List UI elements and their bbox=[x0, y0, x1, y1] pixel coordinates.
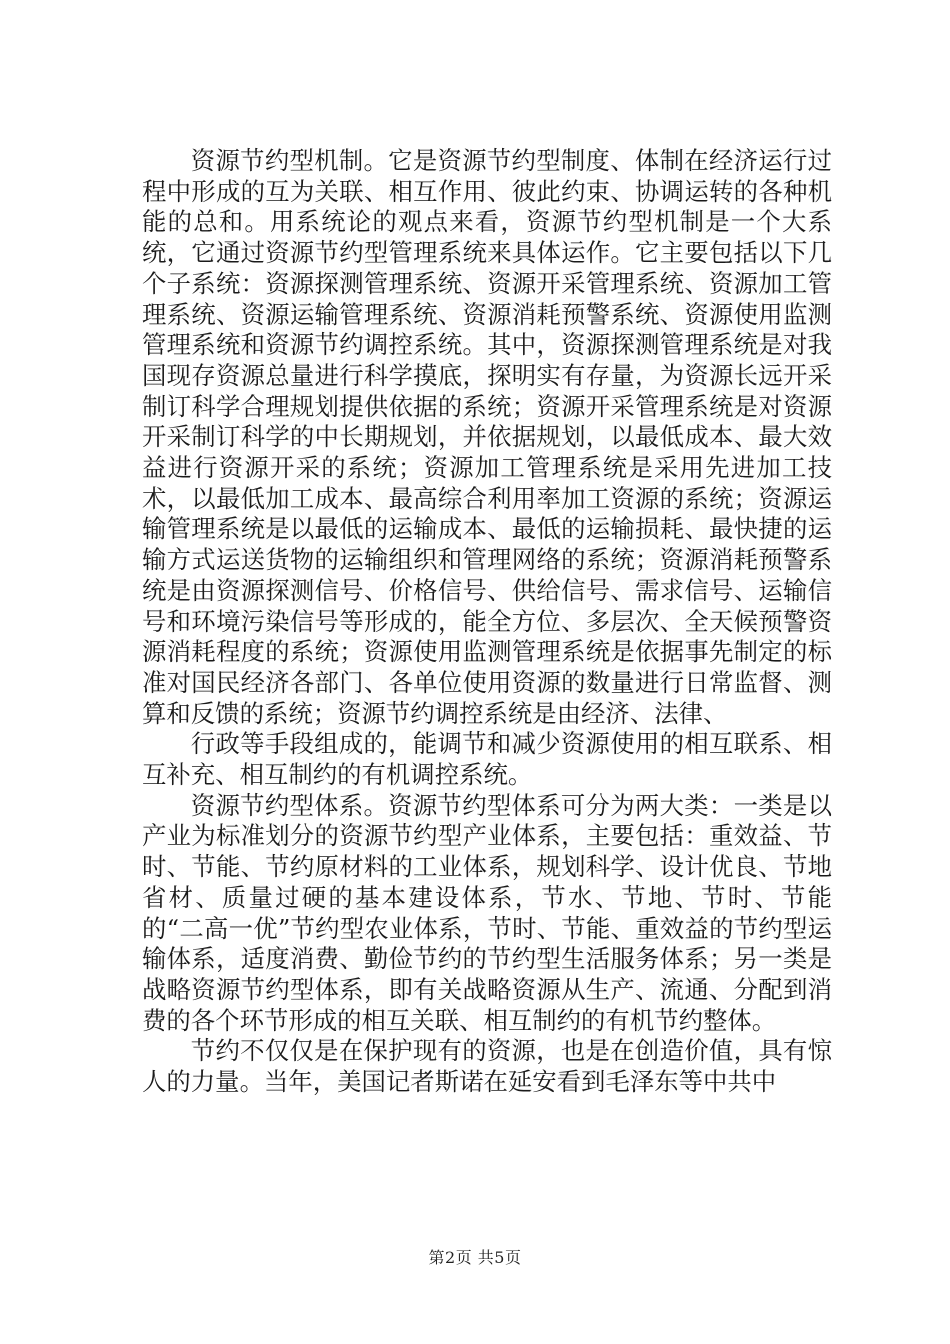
paragraph-resource-system: 资源节约型体系。资源节约型体系可分为两大类：一类是以产业为标准划分的资源节约型产业体系，主要包括：重效益、节时、节能、节约原材料的工业体系，规划科学、设计优良、节地省材、质量过硬的基本建设体系，节水、节地、节时、节能的“二高一优”节约型农业体系，节时、节能、重效益的节约型运输体系，适度消费、勤俭节约的节约型生活服务体系；另一类是战略资源节约型体系，即有关战略资源从生产、流通、分配到消费的各个环节形成的相互关联、相互制约的有机节约整体。 bbox=[142, 790, 832, 1035]
paragraph-resource-mechanism: 资源节约型机制。它是资源节约型制度、体制在经济运行过程中形成的互为关联、相互作用、彼此约束、协调运转的各种机能的总和。用系统论的观点来看，资源节约型机制是一个大系统，它通过资源节约型管理系统来具体运作。它主要包括以下几个子系统：资源探测管理系统、资源开采管理系统、资源加工管理系统、资源运输管理系统、资源消耗预警系统、资源使用监测管理系统和资源节约调控系统。其中，资源探测管理系统是对我国现存资源总量进行科学摸底，探明实有存量，为资源长远开采制订科学合理规划提供依据的系统；资源开采管理系统是对资源开采制订科学的中长期规划，并依据规划，以最低成本、最大效益进行资源开采的系统；资源加工管理系统是采用先进加工技术，以最低加工成本、最高综合利用率加工资源的系统；资源运输管理系统是以最低的运输成本、最低的运输损耗、最快捷的运输方式运送货物的运输组织和管理网络的系统；资源消耗预警系统是由资源探测信号、价格信号、供给信号、需求信号、运输信号和环境污染信号等形成的，能全方位、多层次、全天候预警资源消耗程度的系统；资源使用监测管理系统是依据事先制定的标准对国民经济各部门、各单位使用资源的数量进行日常监督、测算和反馈的系统；资源节约调控系统是由经济、法律、 bbox=[142, 146, 832, 728]
page-number-footer: 第2页 共5页 bbox=[428, 1248, 522, 1267]
document-body bbox=[142, 146, 832, 1098]
paragraph-saving-value: 节约不仅仅是在保护现有的资源，也是在创造价值，具有惊人的力量。当年，美国记者斯诺在延安看到毛泽东等中共中 bbox=[142, 1036, 832, 1097]
paragraph-administrative-means: 行政等手段组成的，能调节和减少资源使用的相互联系、相互补充、相互制约的有机调控系统。 bbox=[142, 729, 832, 790]
